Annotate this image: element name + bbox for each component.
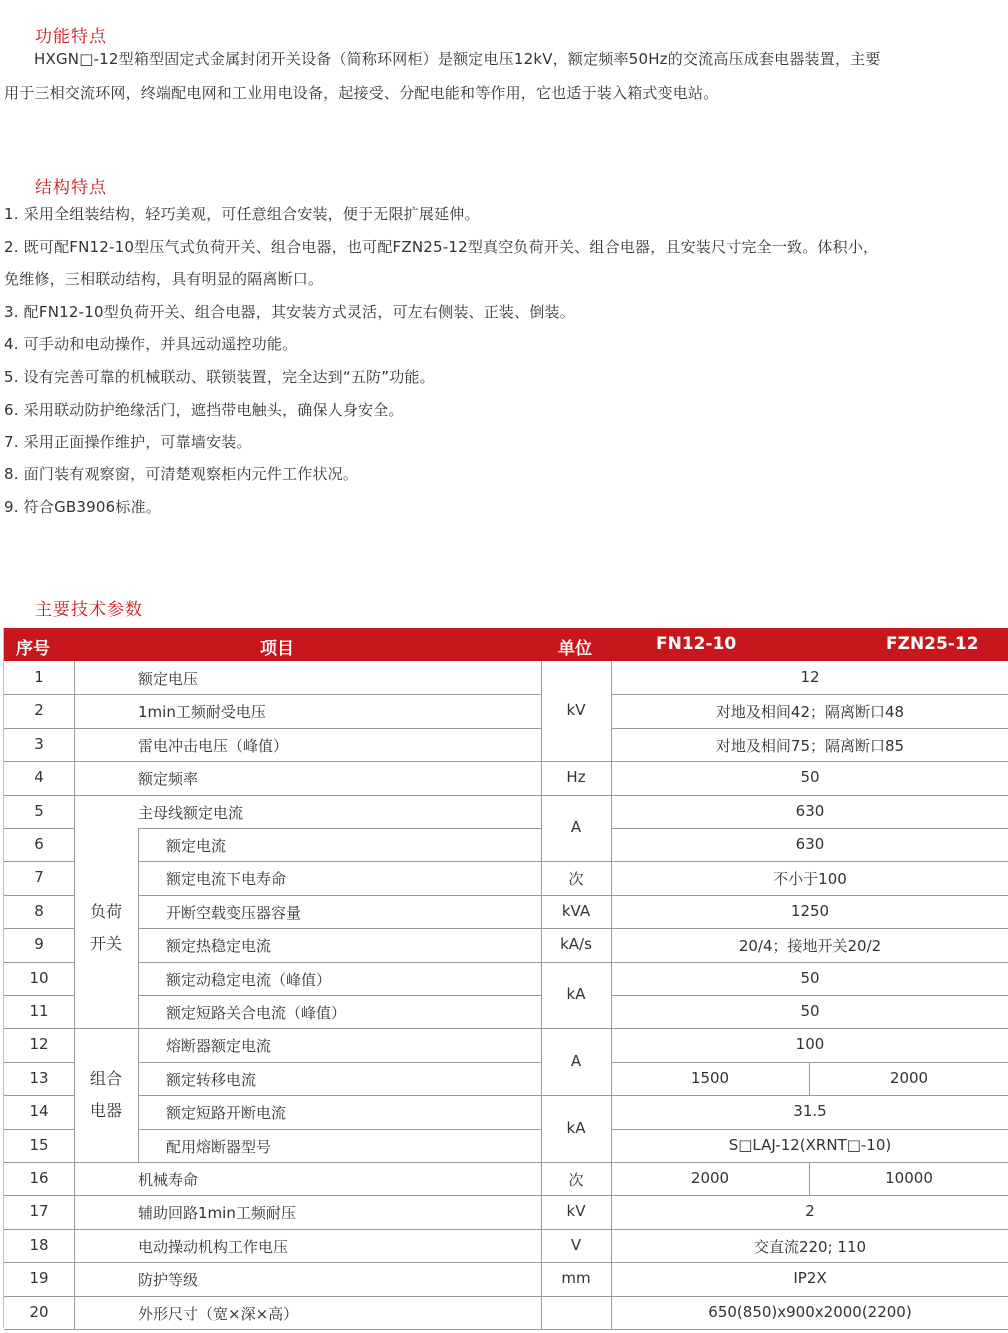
table-hline — [611, 861, 1008, 862]
table-hline — [4, 1062, 74, 1063]
row-seq: 1 — [34, 668, 44, 686]
table-hline — [74, 1162, 541, 1163]
table-hline — [74, 1028, 541, 1029]
table-hline — [74, 1195, 541, 1196]
table-hline — [541, 1095, 611, 1096]
group-combo: 组合 电器 — [89, 1069, 122, 1120]
row-unit: kA — [566, 1118, 586, 1137]
table-hline — [611, 728, 1008, 729]
group-load-switch: 负荷 开关 — [89, 902, 122, 953]
features-text-line-1: HXGN□-12型箱型固定式金属封闭开关设备（简称环网柜）是额定电压12kV，额定频率50Hz的交流高压成套电器装置，主要 — [34, 50, 881, 68]
table-hline — [138, 1129, 541, 1130]
structure-item: 1. 采用全组装结构，轻巧美观，可任意组合安装，便于无限扩展延伸。 — [4, 205, 480, 223]
row-seq: 4 — [34, 768, 44, 787]
table-hline — [541, 895, 611, 896]
row-seq: 19 — [29, 1269, 49, 1288]
table-hline — [74, 761, 541, 762]
table-hline — [541, 761, 611, 762]
row-value: 交直流220; 110 — [753, 1237, 867, 1256]
structure-item: 3. 配FN12-10型负荷开关、组合电器，其安装方式灵活，可左右侧装、正装、倒装。 — [4, 303, 575, 321]
table-hline — [4, 1129, 74, 1130]
row-value: 12 — [800, 668, 820, 686]
row-item: 电动操动机构工作电压 — [138, 1237, 289, 1256]
table-hline — [611, 1129, 1008, 1130]
table-hline — [4, 861, 74, 862]
structure-item: 5. 设有完善可靠的机械联动、联锁装置，完全达到“五防”功能。 — [4, 368, 435, 386]
row-item: 额定转移电流 — [166, 1070, 257, 1089]
header-seq: 序号 — [16, 639, 50, 659]
structure-item: 2. 既可配FN12-10型压气式负荷开关、组合电器，也可配FZN25-12型真空负荷开关、组合电器，且安装尺寸完全一致。体积小， — [4, 238, 879, 256]
row-value: 对地及相间75；隔离断口85 — [715, 736, 905, 755]
row-value: 不小于100 — [773, 870, 847, 889]
table-hline — [4, 1296, 74, 1297]
table-hline — [4, 761, 74, 762]
table-hline — [4, 694, 74, 695]
table-hline — [611, 928, 1008, 929]
row-item: 开断空载变压器容量 — [166, 903, 302, 922]
table-vline — [138, 1028, 139, 1162]
row-item: 额定热稳定电流 — [166, 937, 272, 956]
table-hline — [541, 962, 611, 963]
row-seq: 10 — [29, 968, 49, 987]
table-hline — [611, 761, 1008, 762]
table-hline — [4, 895, 74, 896]
structure-item: 9. 符合GB3906标准。 — [4, 498, 161, 516]
table-hline — [74, 1262, 541, 1263]
table-hline — [611, 1262, 1008, 1263]
row-seq: 9 — [34, 935, 44, 954]
row-value: 630 — [795, 835, 825, 853]
table-hline — [4, 995, 74, 996]
header-item: 项目 — [260, 639, 294, 659]
table-hline — [611, 1296, 1008, 1297]
row-item: 雷电冲击电压（峰值） — [138, 736, 289, 755]
row-seq: 5 — [34, 801, 44, 820]
row-seq: 12 — [29, 1035, 49, 1054]
row-item: 额定短路关合电流（峰值） — [166, 1004, 347, 1022]
table-hline — [611, 795, 1008, 796]
table-hline — [541, 1229, 611, 1230]
table-hline — [4, 962, 74, 963]
row-item: 辅助回路1min工频耐压 — [138, 1204, 296, 1223]
row-unit: 次 — [568, 1170, 584, 1189]
table-vline — [809, 1162, 810, 1195]
row-item: 配用熔断器型号 — [166, 1137, 272, 1156]
structure-heading: 结构特点 — [35, 178, 107, 198]
structure-item: 免维修，三相联动结构，具有明显的隔离断口。 — [4, 270, 324, 288]
table-hline — [611, 995, 1008, 996]
table-hline — [74, 1296, 541, 1297]
table-hline — [74, 728, 541, 729]
features-heading: 功能特点 — [35, 27, 107, 47]
row-item: 额定动稳定电流（峰值） — [166, 970, 332, 989]
table-hline — [611, 1195, 1008, 1196]
row-value: 50 — [800, 968, 820, 987]
table-hline — [611, 1028, 1008, 1029]
row-unit: mm — [561, 1268, 591, 1287]
row-item: 外形尺寸（宽×深×高） — [138, 1304, 299, 1323]
table-hline — [4, 1195, 74, 1196]
table-hline — [138, 828, 541, 829]
row-seq: 15 — [29, 1135, 49, 1154]
table-hline — [4, 1229, 74, 1230]
table-hline — [541, 1195, 611, 1196]
table-hline — [74, 1229, 541, 1230]
row-value: 630 — [795, 801, 825, 820]
table-hline — [138, 1095, 541, 1096]
row-value: 31.5 — [793, 1102, 827, 1121]
row-value: 100 — [795, 1035, 825, 1054]
row-seq: 3 — [34, 734, 44, 753]
table-hline — [4, 795, 74, 796]
row-value: 50 — [800, 768, 820, 787]
row-value: 2 — [805, 1202, 815, 1221]
row-item: 机械寿命 — [138, 1171, 199, 1189]
row-item: 1min工频耐受电压 — [138, 703, 266, 722]
table-hline — [4, 1162, 74, 1163]
params-heading: 主要技术参数 — [35, 600, 143, 620]
table-hline — [541, 1262, 611, 1263]
row-unit: A — [570, 1051, 582, 1070]
table-hline — [611, 1229, 1008, 1230]
row-item: 防护等级 — [138, 1271, 199, 1290]
row-value-fzn25: 2000 — [889, 1068, 929, 1087]
header-fzn25: FZN25-12 — [886, 634, 979, 654]
row-value: 对地及相间42；隔离断口48 — [715, 703, 905, 722]
table-hline — [611, 694, 1008, 695]
table-hline — [4, 828, 74, 829]
row-seq: 11 — [29, 1002, 49, 1020]
table-hline — [74, 1329, 541, 1330]
table-vline — [74, 661, 75, 1329]
row-unit: 次 — [568, 870, 584, 889]
table-hline — [74, 694, 541, 695]
table-hline — [611, 1329, 1008, 1330]
row-value-fn12: 1500 — [690, 1068, 730, 1087]
table-hline — [4, 928, 74, 929]
row-unit: kV — [566, 1202, 586, 1221]
table-hline — [138, 895, 541, 896]
row-value: 50 — [800, 1002, 820, 1020]
structure-item: 4. 可手动和电动操作，并具远动遥控功能。 — [4, 335, 298, 353]
features-text-line-2: 用于三相交流环网，终端配电网和工业用电设备，起接受、分配电能和等作用，它也适于装入箱式变电站。 — [4, 84, 719, 102]
row-seq: 7 — [34, 868, 44, 887]
table-vline — [809, 1062, 810, 1095]
row-unit: kV — [566, 701, 586, 720]
row-value: 1250 — [790, 901, 830, 920]
structure-item: 8. 面门装有观察窗，可清楚观察柜内元件工作状况。 — [4, 465, 359, 483]
row-value: 650(850)x900x2000(2200) — [708, 1302, 912, 1321]
table-header — [4, 628, 1008, 661]
row-seq: 8 — [34, 901, 44, 920]
table-hline — [138, 962, 541, 963]
table-hline — [541, 795, 611, 796]
row-unit: V — [570, 1235, 582, 1254]
table-hline — [138, 1062, 541, 1063]
table-hline — [541, 928, 611, 929]
row-seq: 14 — [29, 1102, 49, 1121]
table-vline — [541, 661, 542, 1329]
structure-item: 6. 采用联动防护绝缘活门，遮挡带电触头，确保人身安全。 — [4, 401, 404, 419]
row-seq: 18 — [29, 1235, 49, 1254]
row-value: IP2X — [793, 1269, 827, 1288]
row-item: 额定电流下电寿命 — [166, 870, 287, 889]
row-seq: 13 — [29, 1068, 49, 1087]
table-hline — [138, 928, 541, 929]
table-hline — [4, 1095, 74, 1096]
header-unit: 单位 — [558, 639, 592, 659]
structure-item: 7. 采用正面操作维护，可靠墙安装。 — [4, 433, 252, 451]
table-hline — [74, 795, 541, 796]
table-hline — [541, 1162, 611, 1163]
row-value: 20/4；接地开关20/2 — [738, 937, 882, 956]
row-value: S□LAJ-12(XRNT□-10) — [728, 1135, 892, 1154]
table-hline — [541, 1296, 611, 1297]
row-unit: A — [570, 818, 582, 836]
row-item: 额定频率 — [138, 770, 199, 789]
row-unit: kA/s — [560, 934, 592, 953]
table-hline — [4, 1329, 74, 1330]
row-item: 额定短路开断电流 — [166, 1104, 287, 1123]
row-value-fzn25: 10000 — [885, 1169, 933, 1187]
row-seq: 17 — [29, 1202, 49, 1221]
table-hline — [138, 861, 541, 862]
params-table — [3, 628, 1008, 1328]
table-hline — [541, 861, 611, 862]
row-unit: Hz — [566, 767, 586, 786]
table-hline — [611, 895, 1008, 896]
header-fn12: FN12-10 — [656, 634, 737, 654]
table-hline — [611, 962, 1008, 963]
row-item: 额定电压 — [138, 670, 199, 688]
table-hline — [138, 995, 541, 996]
table-vline — [138, 828, 139, 1028]
table-hline — [4, 1262, 74, 1263]
table-hline — [611, 828, 1008, 829]
table-vline — [611, 661, 612, 1329]
row-item: 熔断器额定电流 — [166, 1037, 272, 1056]
row-value-fn12: 2000 — [690, 1169, 730, 1187]
row-seq: 20 — [29, 1302, 49, 1321]
table-hline — [4, 728, 74, 729]
row-seq: 2 — [34, 701, 44, 720]
table-hline — [611, 1095, 1008, 1096]
row-seq: 6 — [34, 835, 44, 853]
row-item: 主母线额定电流 — [138, 803, 244, 822]
row-unit: kA — [566, 985, 586, 1003]
row-seq: 16 — [29, 1169, 49, 1187]
table-hline — [541, 1329, 611, 1330]
row-item: 额定电流 — [166, 837, 227, 855]
table-hline — [541, 1028, 611, 1029]
row-unit: kVA — [561, 901, 591, 920]
table-hline — [4, 1028, 74, 1029]
